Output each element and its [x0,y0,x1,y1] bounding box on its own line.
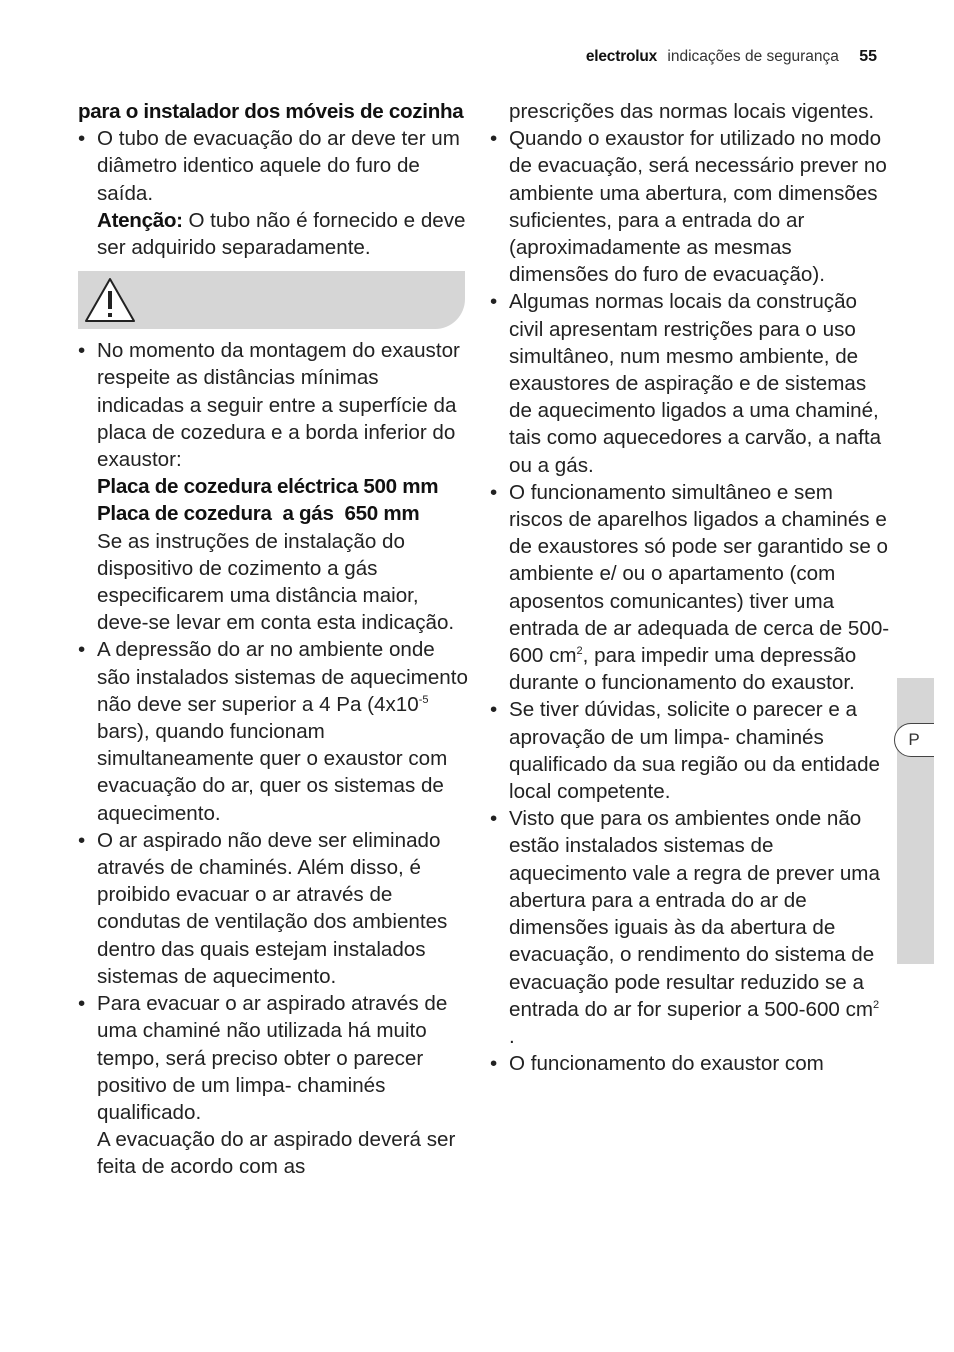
item-text: Se as instruções de instalação do dispositivo de cozimento a gás especificarem uma distância maior, deve-se levar em conta esta indicação. [97,529,455,635]
page-header [586,48,877,66]
attention-label: Atenção: [97,208,183,232]
item-text: . [509,1024,515,1048]
distance-electric: Placa de cozedura eléctrica 500 mm [97,475,439,499]
item-text: O funcionamento simultâneo e sem riscos de aparelhos ligados a chaminés e de exaustores só pode ser garantido se o ambiente e/ ou o apartamento (com aposentos comunicantes) tiver uma entrada de ar adequada de cerca de 500-600 cm [509,480,890,668]
list-item [490,1050,890,1077]
item-text: A depressão do ar no ambiente onde são instalados sistemas de aquecimento não deve ser superior a 4 Pa (4x10 [97,638,468,716]
superscript: 2 [873,998,880,1011]
superscript: -5 [418,693,429,706]
item-text: Se tiver dúvidas, solicite o parecer e a aprovação de um limpa- chaminés qualificado da sua região ou da entidade local competente. [509,698,880,804]
bullet-list-top [78,125,468,261]
right-column [490,98,890,1077]
item-text: A evacuação do ar aspirado deverá ser feita de acordo com as [97,1128,456,1179]
distance-gas: Placa de cozedura a gás 650 mm [97,502,420,526]
page-number: 55 [859,48,877,65]
list-item [78,636,468,826]
item-text: , para impedir uma depressão durante o funcionamento do exaustor. [509,644,857,695]
list-item [490,696,890,805]
attention-text: O tubo não é fornecido e deve ser adquirido separadamente. [97,208,466,260]
superscript: 2 [576,645,583,658]
continued-text: prescrições das normas locais vigentes. [509,100,875,123]
list-item [78,827,468,990]
language-side-tab [897,678,934,964]
list-item [490,479,890,697]
section-title: indicações de segurança [667,48,839,65]
item-text: No momento da montagem do exaustor respeite as distâncias mínimas indicadas a seguir entre a superfície da placa de cozedura e a borda inferior do exaustor: [97,339,460,472]
warning-banner [78,271,465,329]
list-item [490,288,890,478]
item-text: Algumas normas locais da construção civil apresentam restrições para o uso simultâneo, num mesmo ambiente, de exaustores de aspiração e de sistemas de aquecimento ligados a uma chaminé, tais como aquecedores a carvão, a nafta ou a gás. [509,290,882,477]
item-text: Visto que para os ambientes onde não estão instalados sistemas de aquecimento vale a regra de prever uma abertura para a entrada do ar de dimensões iguais às da abertura de evacuação, o rendimento do sistema de evacuação pode resultar reduzido se a entrada do ar for superior a 500-600 cm [509,807,880,1021]
list-item [78,125,468,261]
item-text: O tubo de evacuação do ar deve ter um diâmetro identico aquele do furo de saída. [97,127,460,205]
language-tab-marker [894,723,934,757]
item-text: O funcionamento do exaustor com [509,1052,824,1076]
item-text: bars), quando funcionam simultaneamente quer o exaustor com evacuação do ar, quer os sistemas de aquecimento. [97,720,448,825]
item-text: O ar aspirado não deve ser eliminado através de chaminés. Além disso, é proibido evacuar o ar através de condutas de ventilação dos ambientes dentro das quais estejam instalados sistemas de aquecimento. [97,828,448,988]
bullet-list-right [490,125,890,1077]
brand-name: electrolux [585,48,658,65]
bullet-list-main [78,337,468,1180]
list-item [490,125,890,288]
language-letter: P [908,730,920,749]
item-text: Quando o exaustor for utilizado no modo de evacuação, será necessário prever no ambiente uma abertura, com dimensões suficientes, para a entrada do ar (aproximadamente as mesmas dimensões do furo de evacuação). [509,127,887,287]
list-item [490,805,890,1050]
list-item [78,337,468,636]
section-heading: para o instalador dos móveis de cozinha [78,100,464,123]
left-column [78,98,468,1181]
list-item [78,990,468,1180]
item-text: Para evacuar o ar aspirado através de uma chaminé não utilizada há muito tempo, será preciso obter o parecer positivo de um limpa- chaminés qualificado. [97,992,448,1124]
